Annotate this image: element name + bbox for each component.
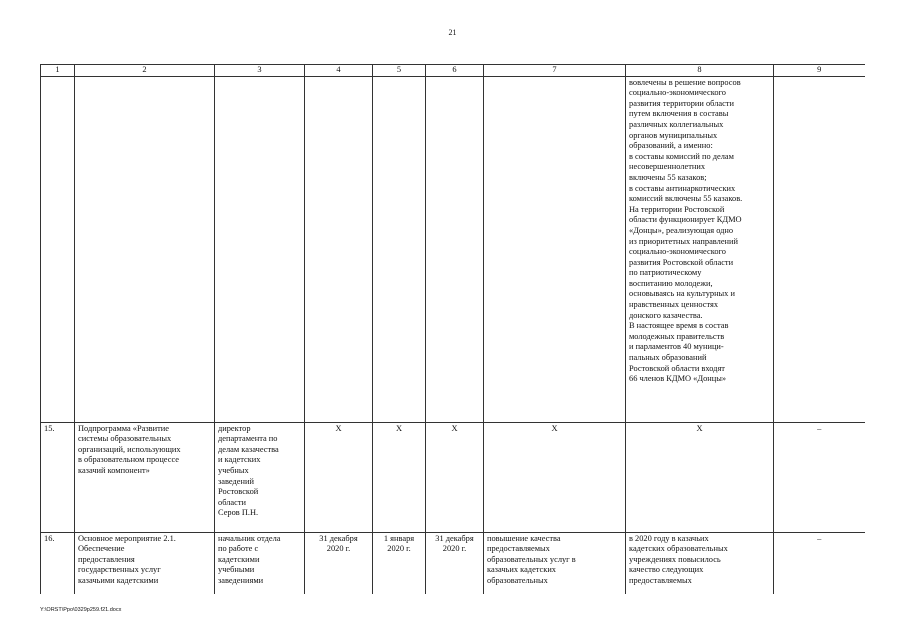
- actual-start-date: 1 января 2020 г.: [373, 532, 426, 594]
- actual-end-date: 31 декабря 2020 г.: [426, 532, 484, 594]
- event-name: Основное мероприятие 2.1. Обеспечение предоставления государственных услуг казачьими кадетскими: [78, 533, 176, 585]
- actual-result: в 2020 году в казачьих кадетских образовательных учреждениях повысилось качество следующих предоставляемых: [626, 532, 774, 594]
- responsible-cell: [215, 422, 305, 532]
- planned-end-date: 31 декабря 2020 г.: [305, 532, 373, 594]
- planned-result: повышение качества предоставляемых образовательных услуг в казачьих кадетских образовательных: [484, 532, 626, 594]
- column-number: 8: [626, 65, 774, 77]
- column-number: 2: [75, 65, 215, 77]
- column-number: 9: [774, 65, 865, 77]
- column-number: 4: [305, 65, 373, 77]
- reasons-cell: –: [774, 532, 865, 594]
- actual-start-date: X: [373, 422, 426, 532]
- continuation-row: [41, 76, 865, 422]
- column-number-row: [41, 65, 865, 77]
- table-row-15: [41, 422, 865, 532]
- column-number: 1: [41, 65, 75, 77]
- table-row-16: [41, 532, 865, 594]
- result-text: вовлечены в решение вопросов социально-экономического развития территории области путем включения в составы различных коллегиальных органов муниципальных образований, а именно: в составы комиссий по делам несовершеннолетних включены 55 казаков; в составы антинаркотических комиссий включены 55 казаков. На территории Ростовской области функционирует КДМО «Донцы», реализующая одно из приоритетных направлений социально-экономического развития Ростовской области по патриотическому воспитанию молодежи, основываясь на культурных и нравственных ценностях донского казачества. В настоящее время в состав молодежных правительств и парламентов 40 муници- пальных образований Ростовской области входят 66 членов КДМО «Донцы»: [629, 77, 743, 384]
- column-number: 3: [215, 65, 305, 77]
- event-name: Подпрограмма «Развитие системы образовательных организаций, использующих в образовательном процессе казачий компонент»: [78, 423, 181, 475]
- row-number: 15.: [41, 422, 75, 532]
- event-name-cell: [75, 422, 215, 532]
- result-cell: [626, 76, 774, 422]
- page-number: 21: [448, 28, 457, 37]
- column-number: 7: [484, 65, 626, 77]
- actual-result: X: [626, 422, 774, 532]
- planned-end-date: X: [305, 422, 373, 532]
- planned-result: X: [484, 422, 626, 532]
- responsible-text: директор департамента по делам казачества и кадетских учебных заведений Ростовской области Серов П.Н.: [218, 423, 279, 518]
- file-path-footer: Y:\ORST\Ppo\0329p259.f21.docx: [40, 607, 122, 613]
- responsible-cell: [215, 532, 305, 594]
- report-table: [40, 64, 865, 594]
- event-name-cell: [75, 532, 215, 594]
- column-number: 5: [373, 65, 426, 77]
- row-number: 16.: [41, 532, 75, 594]
- responsible-text: начальник отдела по работе с кадетскими учебными заведениями: [218, 533, 281, 585]
- column-number: 6: [426, 65, 484, 77]
- reasons-cell: –: [774, 422, 865, 532]
- actual-end-date: X: [426, 422, 484, 532]
